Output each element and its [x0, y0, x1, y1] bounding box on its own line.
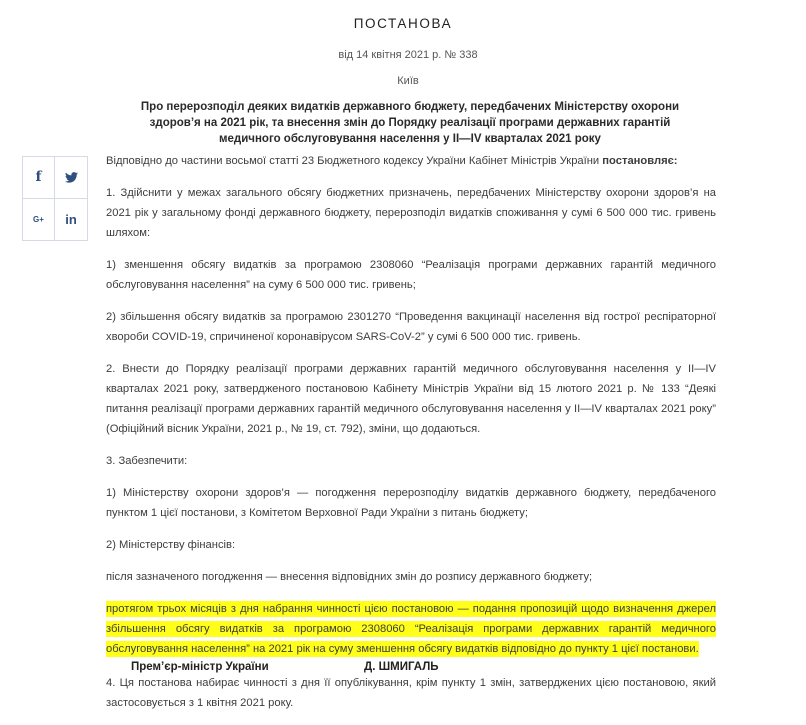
preamble-bold: постановляє:	[602, 155, 678, 167]
share-twitter-button[interactable]	[55, 157, 87, 199]
document-heading: Про перерозподіл деяких видатків державного бюджету, передбачених Міністерству охорони здоров’я на 2021 рік, та внесення змін до Порядку реалізації програми державних гарантій медичного обслуговування населення у II—IV кварталах 2021 року	[140, 101, 680, 145]
share-facebook-button[interactable]	[23, 157, 55, 199]
share-linkedin-button[interactable]	[55, 199, 87, 241]
document-body	[106, 151, 716, 725]
document-city: Київ	[397, 75, 419, 87]
paragraph-3-1: 1) Міністерству охорони здоров’я — погодження перерозподілу видатків державного бюджету, передбаченого пунктом 1 цієї постанови, з Комітетом Верховної Ради України з питань бюджету;	[106, 487, 716, 519]
signature-name: Д. ШМИГАЛЬ	[364, 661, 439, 673]
text-highlight: протягом трьох місяців з дня набрання чинності цією постановою — подання пропозицій щодо визначення джерел збільшення обсягу видатків за програмою 2308060 “Реалізація програми державних гарантій медичного обслуговування населення” на 2021 рік на суму зменшення обсягу видатків відповідно до пункту 1 цієї постанови.	[106, 603, 716, 655]
paragraph-2: 2. Внести до Порядку реалізації програми державних гарантій медичного обслуговування населення у II—IV кварталах 2021 року, затвердженого постановою Кабінету Міністрів України від 15 лютого 2021 р. № 133 “Деякі питання реалізації програми державних гарантій медичного обслуговування населення у II—IV кварталах 2021 року” (Офіційний вісник України, 2021 р., № 19, ст. 792), зміни, що додаються.	[106, 363, 716, 435]
share-google-plus-button[interactable]	[23, 199, 55, 241]
paragraph-1: 1. Здійснити у межах загального обсягу бюджетних призначень, передбачених Міністерству охорони здоров’я на 2021 рік у загальному фонді державного бюджету, перерозподіл видатків споживання у сумі 6 500 000 тис. гривень шляхом:	[106, 187, 716, 239]
linkedin-icon: in	[65, 211, 77, 227]
highlighted-paragraph	[106, 599, 716, 659]
preamble: Відповідно до частини восьмої статті 23 Бюджетного кодексу України Кабінет Міністрів України постановляє:	[106, 155, 678, 167]
paragraph-3: 3. Забезпечити:	[106, 455, 188, 467]
google-plus-icon: G+	[33, 214, 44, 224]
facebook-icon: f	[35, 169, 42, 186]
paragraph-1-2: 2) збільшення обсягу видатків за програмою 2301270 “Проведення вакцинації населення від гострої респіраторної хвороби COVID-19, спричиненої коронавірусом SARS-CoV-2” у сумі 6 500 000 тис. гривень.	[106, 311, 716, 343]
paragraph-3-2-a: після зазначеного погодження — внесення відповідних змін до розпису державного бюджету;	[106, 571, 593, 583]
paragraph-4: 4. Ця постанова набирає чинності з дня її опублікування, крім пункту 1 змін, затверджених цією постановою, який застосовується з 1 квітня 2021 року.	[106, 677, 716, 709]
document-date: від 14 квітня 2021 р. № 338	[338, 49, 478, 61]
paragraph-1-1: 1) зменшення обсягу видатків за програмою 2308060 “Реалізація програми державних гарантій медичного обслуговування населення” на суму 6 500 000 тис. гривень;	[106, 259, 716, 291]
paragraph-3-2: 2) Міністерству фінансів:	[106, 539, 236, 551]
signature-position: Прем’єр-міністр України	[131, 661, 269, 673]
social-share-panel	[22, 156, 88, 241]
document-title: ПОСТАНОВА	[353, 16, 453, 31]
twitter-icon	[65, 172, 78, 183]
